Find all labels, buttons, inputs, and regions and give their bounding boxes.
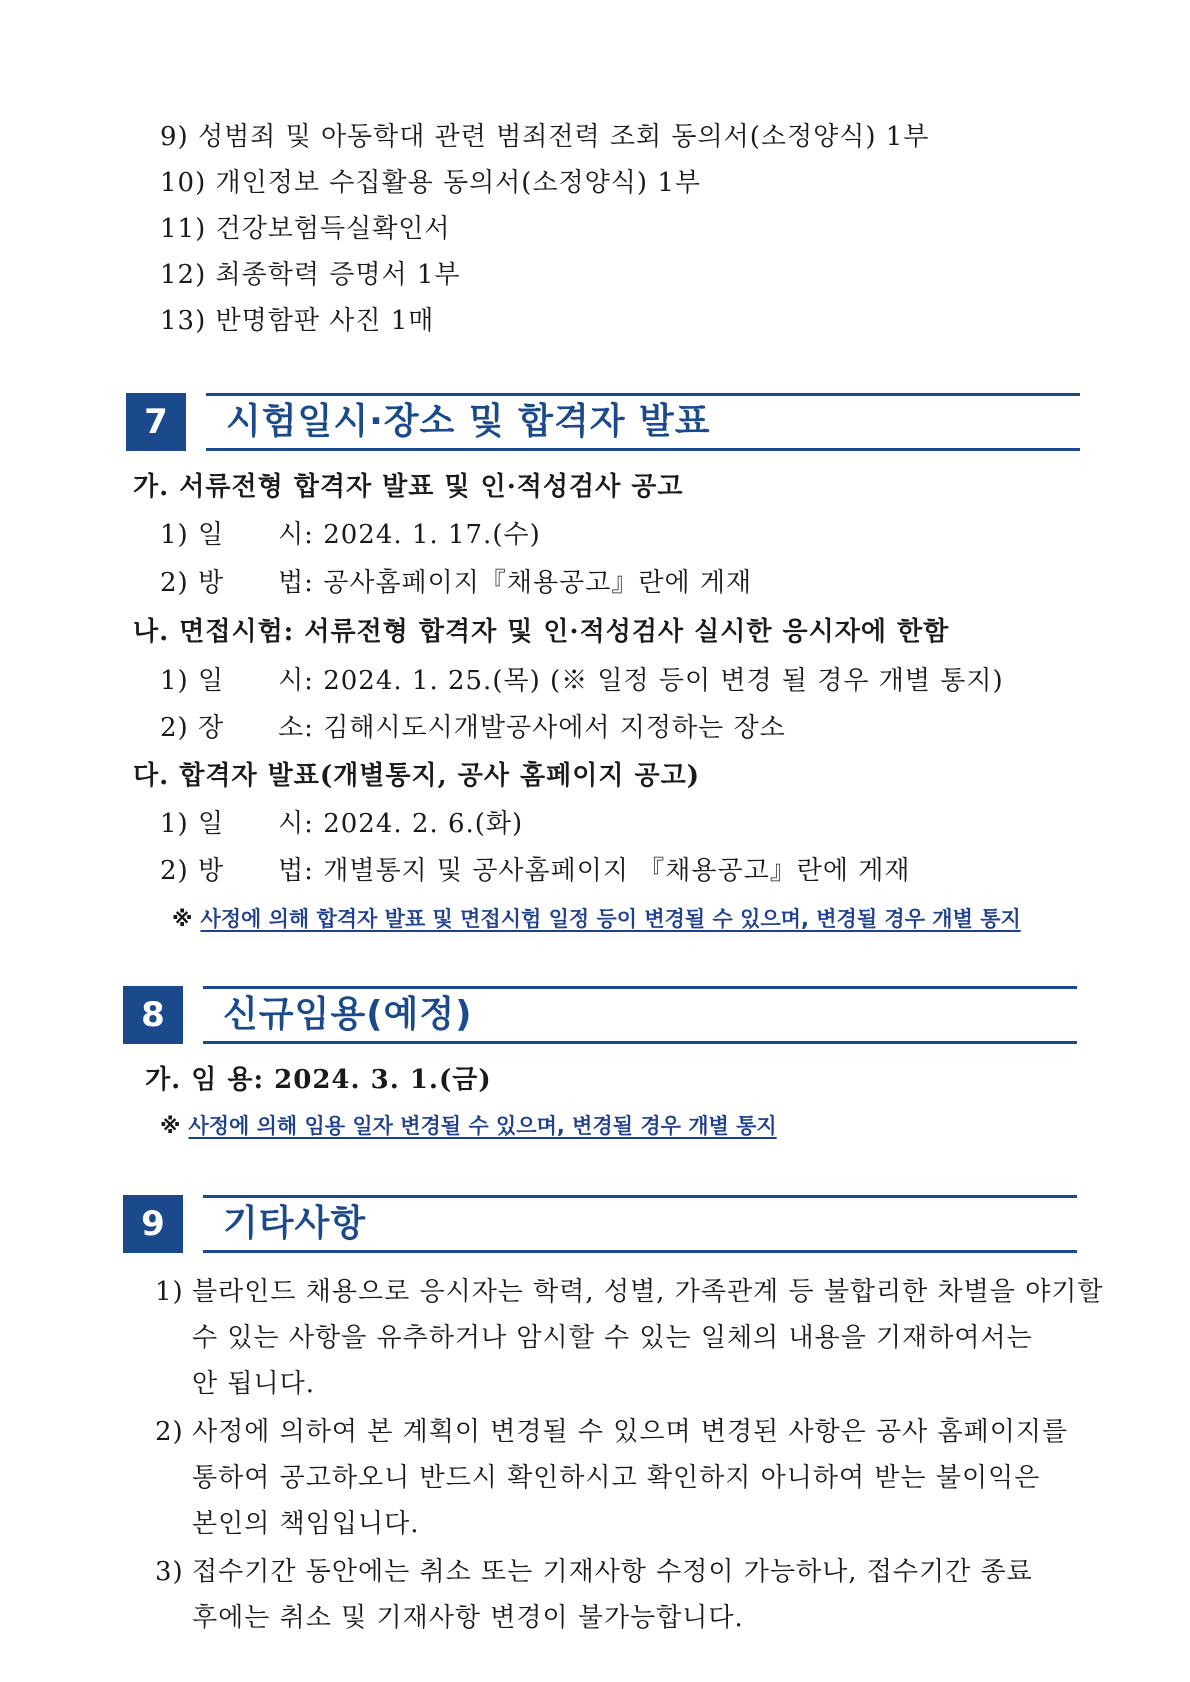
subsection-heading: 다. 합격자 발표(개별통지, 공사 홈페이지 공고) [133,761,701,791]
notice-body: 사정에 의해 임용 일자 변경될 수 있으며, 변경될 경우 개별 통지 [188,1114,777,1138]
section-number-badge: 8 [123,986,183,1044]
list-item: 10) 개인정보 수집활용 동의서(소정양식) 1부 [160,168,701,198]
list-item-number: 3) [155,1557,184,1587]
section-title: 기타사항 [223,1203,367,1244]
subsection-heading: 가. 임 용: 2024. 3. 1.(금) [145,1065,492,1095]
section-title: 시험일시·장소 및 합격자 발표 [226,401,711,442]
list-item: 13) 반명함판 사진 1매 [160,306,435,336]
list-item: 2) 방 법: 개별통지 및 공사홈페이지 『채용공고』란에 게재 [160,856,911,886]
list-item: 2) 방 법: 공사홈페이지『채용공고』란에 게재 [160,568,753,598]
notice-text [172,904,1021,934]
section-number-badge: 7 [126,393,186,451]
notice-text [160,1111,777,1141]
list-item-text: 후에는 취소 및 기재사항 변경이 불가능합니다. [192,1603,744,1633]
section-9-header [123,1195,1077,1253]
subsection-heading: 가. 서류전형 합격자 발표 및 인·적성검사 공고 [133,472,684,502]
section-title: 신규임용(예정) [223,994,473,1035]
section-8-header [123,986,1077,1044]
list-item-text: 본인의 책임입니다. [192,1509,420,1539]
list-item-text: 수 있는 사항을 유추하거나 암시할 수 있는 일체의 내용을 기재하여서는 [192,1323,1033,1353]
section-number-badge: 9 [123,1195,183,1253]
list-item-text: 사정에 의하여 본 계획이 변경될 수 있으며 변경된 사항은 공사 홈페이지를 [192,1417,1069,1447]
list-item: 2) 장 소: 김해시도시개발공사에서 지정하는 장소 [160,713,786,743]
section-7-header [126,393,1080,451]
list-item-text: 접수기간 동안에는 취소 또는 기재사항 수정이 가능하나, 접수기간 종료 [192,1557,1033,1587]
reference-mark-icon: ※ [172,907,193,931]
list-item-number: 1) [155,1277,184,1307]
list-item: 11) 건강보험득실확인서 [160,214,451,244]
list-item-text: 블라인드 채용으로 응시자는 학력, 성별, 가족관계 등 불합리한 차별을 야기할 [192,1277,1104,1307]
list-item-number: 2) [155,1417,184,1447]
list-item: 12) 최종학력 증명서 1부 [160,260,461,290]
list-item: 1) 일 시: 2024. 1. 17.(수) [160,520,541,550]
list-item: 1) 일 시: 2024. 1. 25.(목) (※ 일정 등이 변경 될 경우 개별 통지) [160,666,1004,696]
reference-mark-icon: ※ [160,1114,181,1138]
list-item: 1) 일 시: 2024. 2. 6.(화) [160,809,524,839]
list-item: 9) 성범죄 및 아동학대 관련 범죄전력 조회 동의서(소정양식) 1부 [160,122,930,152]
list-item-text: 통하여 공고하오니 반드시 확인하시고 확인하지 아니하여 받는 불이익은 [192,1463,1041,1493]
subsection-heading: 나. 면접시험: 서류전형 합격자 및 인·적성검사 실시한 응시자에 한함 [133,617,950,647]
notice-body: 사정에 의해 합격자 발표 및 면접시험 일정 등이 변경될 수 있으며, 변경될 경우 개별 통지 [200,907,1021,931]
list-item-text: 안 됩니다. [192,1369,315,1399]
